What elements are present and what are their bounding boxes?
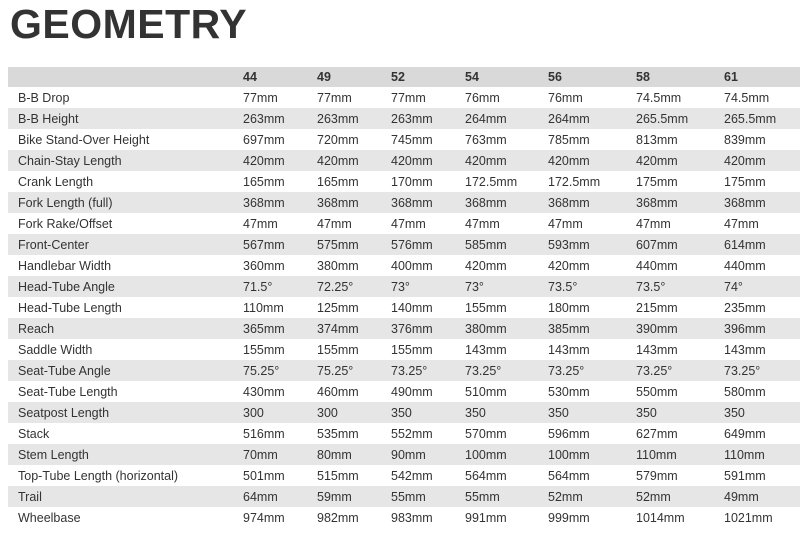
table-cell: 368mm — [724, 195, 766, 210]
table-cell: 420mm — [465, 258, 507, 273]
table-cell: 264mm — [548, 111, 590, 126]
table-cell: 350 — [636, 405, 657, 420]
table-cell: 172.5mm — [548, 174, 601, 189]
table-cell: 390mm — [636, 321, 678, 336]
table-cell: 575mm — [317, 237, 359, 252]
table-cell: 350 — [391, 405, 412, 420]
table-cell: 264mm — [465, 111, 507, 126]
table-cell: 235mm — [724, 300, 766, 315]
table-cell: 368mm — [636, 195, 678, 210]
table-cell: 542mm — [391, 468, 433, 483]
table-cell: 614mm — [724, 237, 766, 252]
table-cell: 400mm — [391, 258, 433, 273]
table-cell: 75.25° — [317, 363, 354, 378]
table-cell: 813mm — [636, 132, 678, 147]
table-cell: 535mm — [317, 426, 359, 441]
table-cell: 263mm — [317, 111, 359, 126]
column-header-58: 58 — [636, 70, 650, 84]
table-cell: 564mm — [465, 468, 507, 483]
table-cell: 420mm — [548, 258, 590, 273]
table-cell: 140mm — [391, 300, 433, 315]
table-cell: 77mm — [391, 90, 426, 105]
row-label: Bike Stand-Over Height — [18, 132, 150, 147]
row-label: Fork Rake/Offset — [18, 216, 113, 231]
table-cell: 515mm — [317, 468, 359, 483]
table-cell: 999mm — [548, 510, 590, 525]
table-cell: 430mm — [243, 384, 285, 399]
table-cell: 591mm — [724, 468, 766, 483]
table-cell: 80mm — [317, 447, 352, 462]
table-row — [8, 213, 800, 234]
table-cell: 607mm — [636, 237, 678, 252]
table-cell: 265.5mm — [636, 111, 689, 126]
table-row — [8, 276, 800, 297]
table-cell: 365mm — [243, 321, 285, 336]
table-cell: 125mm — [317, 300, 359, 315]
row-label: Chain-Stay Length — [18, 153, 122, 168]
table-cell: 460mm — [317, 384, 359, 399]
table-cell: 585mm — [465, 237, 507, 252]
table-cell: 627mm — [636, 426, 678, 441]
table-cell: 490mm — [391, 384, 433, 399]
table-cell: 368mm — [391, 195, 433, 210]
row-label: B-B Height — [18, 111, 79, 126]
table-body — [8, 87, 800, 528]
table-cell: 73.25° — [548, 363, 585, 378]
table-cell: 143mm — [465, 342, 507, 357]
table-cell: 420mm — [636, 153, 678, 168]
table-cell: 380mm — [317, 258, 359, 273]
table-cell: 100mm — [548, 447, 590, 462]
table-cell: 982mm — [317, 510, 359, 525]
column-header-49: 49 — [317, 70, 331, 84]
table-row — [8, 465, 800, 486]
table-cell: 73.25° — [465, 363, 502, 378]
table-cell: 530mm — [548, 384, 590, 399]
table-cell: 59mm — [317, 489, 352, 504]
column-header-56: 56 — [548, 70, 562, 84]
table-cell: 55mm — [391, 489, 426, 504]
table-cell: 350 — [465, 405, 486, 420]
table-cell: 420mm — [548, 153, 590, 168]
table-cell: 47mm — [465, 216, 500, 231]
table-cell: 720mm — [317, 132, 359, 147]
table-cell: 368mm — [243, 195, 285, 210]
table-cell: 143mm — [548, 342, 590, 357]
table-row — [8, 171, 800, 192]
table-cell: 763mm — [465, 132, 507, 147]
row-label: B-B Drop — [18, 90, 70, 105]
row-label: Crank Length — [18, 174, 94, 189]
row-label: Head-Tube Angle — [18, 279, 115, 294]
geometry-table — [8, 67, 800, 528]
table-cell: 165mm — [243, 174, 285, 189]
table-cell: 47mm — [317, 216, 352, 231]
table-cell: 396mm — [724, 321, 766, 336]
table-row — [8, 234, 800, 255]
row-label: Top-Tube Length (horizontal) — [18, 468, 179, 483]
table-cell: 501mm — [243, 468, 285, 483]
table-cell: 47mm — [724, 216, 759, 231]
table-cell: 52mm — [548, 489, 583, 504]
table-cell: 47mm — [548, 216, 583, 231]
table-cell: 300 — [243, 405, 264, 420]
table-cell: 1021mm — [724, 510, 773, 525]
table-cell: 420mm — [243, 153, 285, 168]
table-cell: 175mm — [636, 174, 678, 189]
table-cell: 155mm — [243, 342, 285, 357]
table-row — [8, 108, 800, 129]
table-cell: 143mm — [724, 342, 766, 357]
table-cell: 420mm — [391, 153, 433, 168]
table-cell: 440mm — [724, 258, 766, 273]
table-cell: 73.25° — [724, 363, 761, 378]
table-cell: 74° — [724, 279, 743, 294]
table-header-row — [8, 67, 800, 87]
table-cell: 73° — [465, 279, 484, 294]
table-row — [8, 486, 800, 507]
table-row — [8, 318, 800, 339]
table-cell: 380mm — [465, 321, 507, 336]
table-row — [8, 381, 800, 402]
table-cell: 596mm — [548, 426, 590, 441]
table-cell: 52mm — [636, 489, 671, 504]
table-cell: 70mm — [243, 447, 278, 462]
table-cell: 110mm — [243, 300, 284, 315]
table-cell: 55mm — [465, 489, 500, 504]
table-row — [8, 339, 800, 360]
table-row — [8, 507, 800, 528]
table-cell: 73.5° — [548, 279, 578, 294]
table-row — [8, 129, 800, 150]
table-cell: 215mm — [636, 300, 678, 315]
table-cell: 991mm — [465, 510, 507, 525]
table-cell: 697mm — [243, 132, 285, 147]
table-cell: 143mm — [636, 342, 678, 357]
table-cell: 576mm — [391, 237, 433, 252]
table-cell: 374mm — [317, 321, 359, 336]
table-cell: 165mm — [317, 174, 359, 189]
table-cell: 47mm — [243, 216, 278, 231]
table-cell: 785mm — [548, 132, 590, 147]
table-cell: 75.25° — [243, 363, 280, 378]
table-cell: 71.5° — [243, 279, 273, 294]
row-label: Seat-Tube Angle — [18, 363, 111, 378]
table-cell: 1014mm — [636, 510, 685, 525]
table-cell: 175mm — [724, 174, 766, 189]
table-cell: 368mm — [548, 195, 590, 210]
table-cell: 983mm — [391, 510, 433, 525]
table-cell: 550mm — [636, 384, 678, 399]
table-cell: 516mm — [243, 426, 285, 441]
column-header-label — [8, 67, 243, 87]
row-label: Seatpost Length — [18, 405, 110, 420]
table-cell: 265.5mm — [724, 111, 777, 126]
table-cell: 170mm — [391, 174, 433, 189]
row-label: Saddle Width — [18, 342, 93, 357]
table-cell: 73.25° — [391, 363, 428, 378]
table-cell: 73° — [391, 279, 410, 294]
row-label: Front-Center — [18, 237, 89, 252]
table-cell: 172.5mm — [465, 174, 518, 189]
table-cell: 368mm — [465, 195, 507, 210]
row-label: Trail — [18, 489, 42, 504]
table-cell: 72.25° — [317, 279, 354, 294]
table-cell: 74.5mm — [724, 90, 770, 105]
table-cell: 263mm — [243, 111, 285, 126]
table-cell: 420mm — [724, 153, 766, 168]
table-cell: 579mm — [636, 468, 678, 483]
column-header-52: 52 — [391, 70, 405, 84]
table-cell: 510mm — [465, 384, 507, 399]
table-row — [8, 192, 800, 213]
table-cell: 300 — [317, 405, 338, 420]
page-title: GEOMETRY — [10, 1, 248, 47]
table-cell: 74.5mm — [636, 90, 682, 105]
table-cell: 570mm — [465, 426, 507, 441]
table-cell: 73.5° — [636, 279, 666, 294]
column-header-54: 54 — [465, 70, 479, 84]
row-label: Stack — [18, 426, 50, 441]
table-row — [8, 360, 800, 381]
table-cell: 420mm — [465, 153, 507, 168]
table-cell: 47mm — [636, 216, 671, 231]
table-cell: 76mm — [548, 90, 583, 105]
table-cell: 64mm — [243, 489, 278, 504]
column-header-44: 44 — [243, 70, 257, 84]
table-cell: 77mm — [243, 90, 278, 105]
table-cell: 564mm — [548, 468, 590, 483]
table-cell: 580mm — [724, 384, 766, 399]
table-row — [8, 150, 800, 171]
table-cell: 440mm — [636, 258, 678, 273]
table-cell: 974mm — [243, 510, 285, 525]
table-cell: 350 — [724, 405, 745, 420]
column-header-61: 61 — [724, 70, 738, 84]
table-row — [8, 423, 800, 444]
table-cell: 552mm — [391, 426, 433, 441]
table-cell: 155mm — [391, 342, 433, 357]
table-cell: 155mm — [317, 342, 359, 357]
table-cell: 567mm — [243, 237, 285, 252]
table-cell: 73.25° — [636, 363, 673, 378]
table-cell: 49mm — [724, 489, 759, 504]
row-label: Seat-Tube Length — [18, 384, 118, 399]
table-cell: 90mm — [391, 447, 426, 462]
table-cell: 155mm — [465, 300, 507, 315]
table-row — [8, 255, 800, 276]
row-label: Head-Tube Length — [18, 300, 122, 315]
table-row — [8, 444, 800, 465]
table-cell: 110mm — [724, 447, 765, 462]
row-label: Stem Length — [18, 447, 89, 462]
table-cell: 745mm — [391, 132, 433, 147]
table-cell: 47mm — [391, 216, 426, 231]
table-cell: 180mm — [548, 300, 590, 315]
table-cell: 649mm — [724, 426, 766, 441]
table-cell: 110mm — [636, 447, 677, 462]
table-cell: 368mm — [317, 195, 359, 210]
table-cell: 100mm — [465, 447, 507, 462]
row-label: Handlebar Width — [18, 258, 112, 273]
table-cell: 76mm — [465, 90, 500, 105]
row-label: Reach — [18, 321, 55, 336]
table-row — [8, 402, 800, 423]
row-label: Fork Length (full) — [18, 195, 113, 210]
table-cell: 376mm — [391, 321, 433, 336]
table-row — [8, 87, 800, 108]
table-cell: 263mm — [391, 111, 433, 126]
table-cell: 350 — [548, 405, 569, 420]
table-cell: 839mm — [724, 132, 766, 147]
table-cell: 420mm — [317, 153, 359, 168]
table-cell: 593mm — [548, 237, 590, 252]
table-cell: 385mm — [548, 321, 590, 336]
table-row — [8, 297, 800, 318]
table-cell: 360mm — [243, 258, 285, 273]
row-label: Wheelbase — [18, 510, 81, 525]
table-cell: 77mm — [317, 90, 352, 105]
